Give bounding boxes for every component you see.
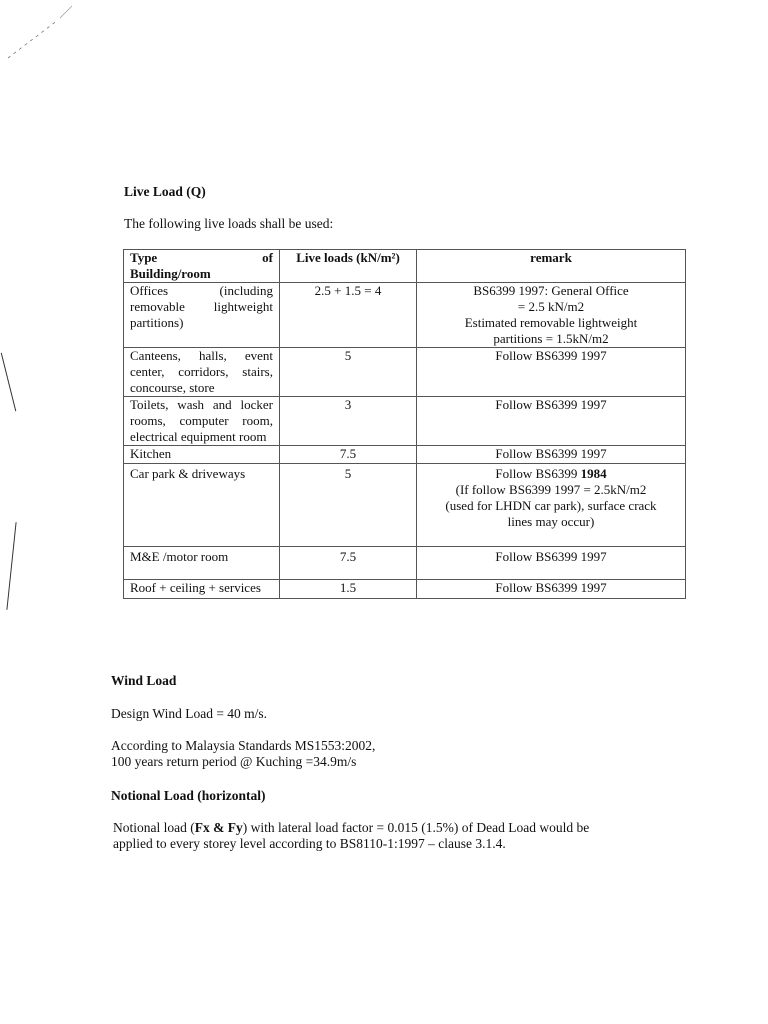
header-loads: Live loads (kN/m²) [280,250,417,283]
table-row [124,348,686,397]
cell-type: Offices (including removable lightweight partitions) [124,283,280,348]
cell-type: M&E /motor room [124,547,280,580]
scan-line-left-2 [6,522,16,610]
wind-load-design: Design Wind Load = 40 m/s. [111,706,268,721]
remark-line: Follow BS6399 1997 [495,397,607,412]
remark-line: partitions = 1.5kN/m2 [493,331,609,346]
header-type-word: Type [130,250,158,265]
remark-line: Follow BS6399 1997 [495,580,607,595]
remark-line: BS6399 1997: General Office [473,283,629,298]
remark-line: Estimated removable lightweight [464,315,638,330]
notional-line2: applied to every storey level according to BS8110-1:1997 – clause 3.1.4. [113,836,506,851]
cell-remark [417,397,686,446]
cell-type: Canteens, halls, event center, corridors, stairs, concourse, store [124,348,280,397]
scan-line-left-1 [1,353,16,411]
cell-type: Roof + ceiling + services [124,580,280,599]
cell-load: 2.5 + 1.5 = 4 [280,283,417,348]
remark-prefix: Follow BS6399 [495,466,581,481]
remark-line: Follow BS6399 1997 [495,549,607,564]
notional-load-heading: Notional Load (horizontal) [111,788,266,803]
cell-load: 5 [280,464,417,547]
table-header-row [124,250,686,283]
notional-text-b: ) with lateral load factor = 0.015 (1.5%) of Dead Load would be [242,820,590,835]
header-type-line2: Building/room [130,266,211,281]
table-row [124,547,686,580]
remark-line: lines may occur) [507,514,595,529]
cell-remark [417,580,686,599]
cell-remark [417,547,686,580]
remark-year-bold: 1984 [580,466,607,481]
remark-line: Follow BS6399 1997 [495,446,607,461]
remark-line: (used for LHDN car park), surface crack [445,498,657,513]
cell-load: 3 [280,397,417,446]
cell-load: 5 [280,348,417,397]
remark-line: (If follow BS6399 1997 = 2.5kN/m2 [455,482,647,497]
wind-load-heading: Wind Load [111,673,177,688]
scan-mark-top-left [0,0,90,70]
remark-line: = 2.5 kN/m2 [517,299,585,314]
header-type-of: of [262,250,273,265]
cell-type: Toilets, wash and locker rooms, computer room, electrical equipment room [124,397,280,446]
live-load-intro: The following live loads shall be used: [124,216,334,231]
cell-type: Kitchen [124,446,280,464]
remark-line [423,466,679,482]
table-row [124,580,686,599]
table-row [124,464,686,547]
cell-load: 7.5 [280,547,417,580]
header-remark: remark [417,250,686,283]
wind-standard-line1: According to Malaysia Standards MS1553:2002, [111,738,376,753]
cell-remark [417,348,686,397]
table-row [124,446,686,464]
cell-remark [417,464,686,547]
remark-line: Follow BS6399 1997 [495,348,607,363]
wind-standard-line2: 100 years return period @ Kuching =34.9m/s [111,754,357,769]
table-row [124,283,686,348]
cell-type: Car park & driveways [124,464,280,547]
live-load-table [123,249,686,599]
notional-text-a: Notional load ( [113,820,195,835]
cell-remark [417,283,686,348]
notional-line1 [113,820,693,836]
cell-load: 1.5 [280,580,417,599]
cell-load: 7.5 [280,446,417,464]
cell-remark [417,446,686,464]
notional-text-bold: Fx & Fy [194,820,243,835]
live-load-heading: Live Load (Q) [124,184,206,199]
header-type [124,250,280,283]
table-row [124,397,686,446]
notional-load-text [113,820,693,852]
